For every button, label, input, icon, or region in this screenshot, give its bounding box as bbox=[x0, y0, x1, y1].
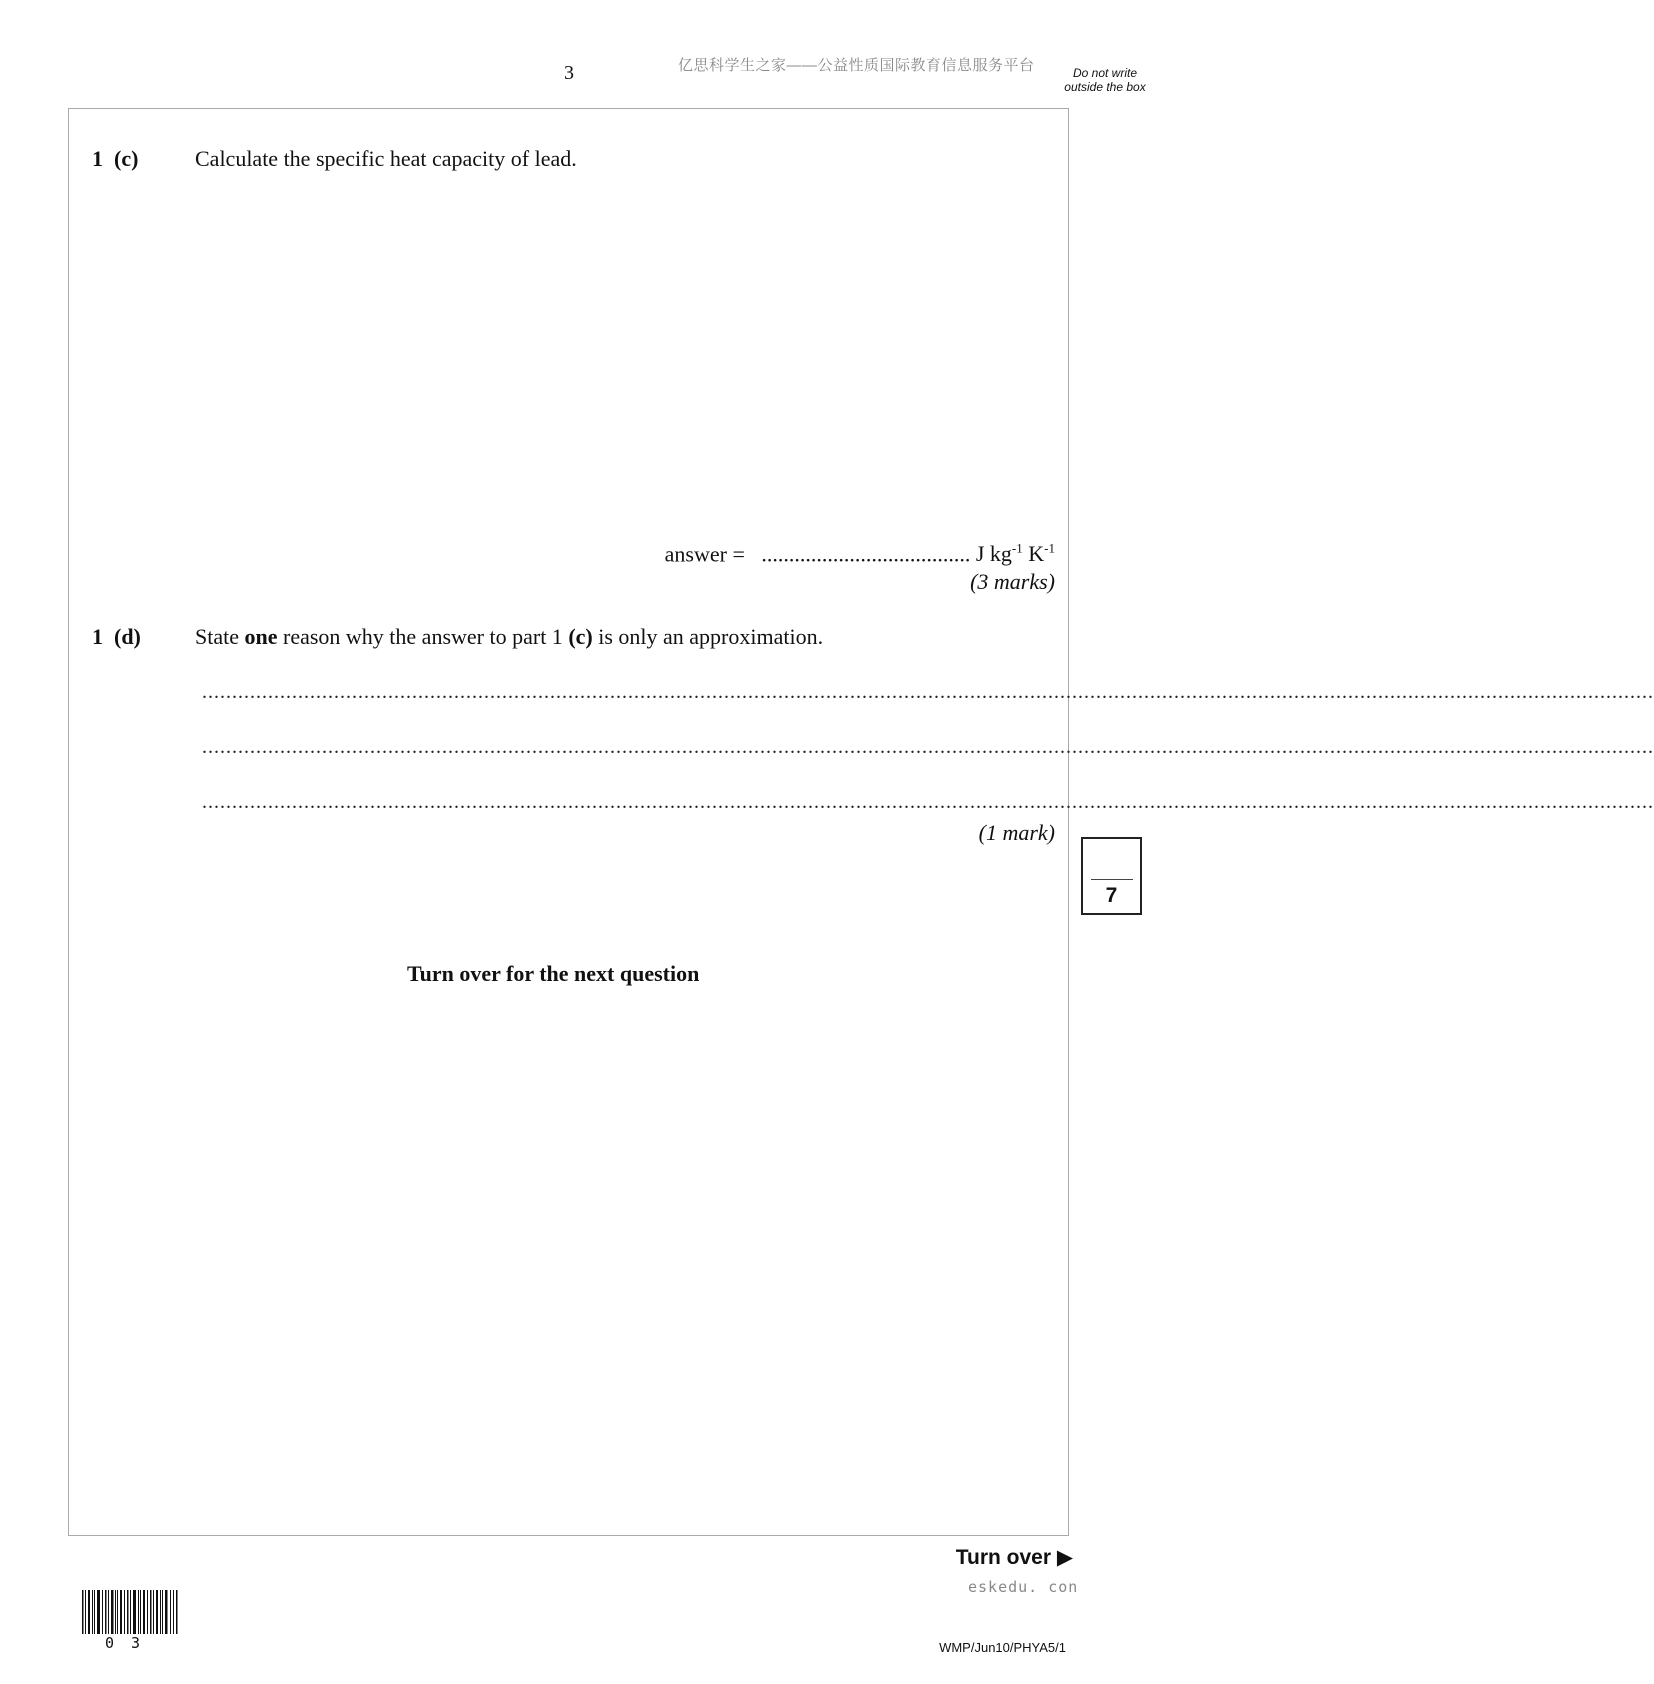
marks-1c: (3 marks) bbox=[970, 569, 1055, 594]
barcode bbox=[82, 1590, 178, 1634]
question-text-1d: State one reason why the answer to part 1 (c) is only an approximation. bbox=[195, 624, 824, 649]
margin-note: Do not write outside the box bbox=[1064, 66, 1146, 94]
score-divider bbox=[1091, 879, 1133, 880]
score-value: 7 bbox=[1105, 884, 1118, 907]
marks-1d: (1 mark) bbox=[978, 820, 1055, 845]
turn-over-label: Turn over ▶ bbox=[955, 1546, 1073, 1569]
answer-unit: J $kg^{-1}$ $K^{-1}$ bbox=[975, 541, 1055, 567]
question-number-1c: 1 (c) bbox=[92, 146, 139, 171]
answer-line-1d-2[interactable]: .................................................................................................................................................................................................................................................. bbox=[202, 736, 1654, 758]
barcode-digits: 0 3 bbox=[105, 1634, 145, 1652]
paper-code: WMP/Jun10/PHYA5/1 bbox=[939, 1640, 1066, 1655]
part-reference: (c) bbox=[568, 624, 593, 649]
turn-over-next-question: Turn over for the next question bbox=[407, 961, 700, 986]
page-number: 3 bbox=[564, 62, 574, 84]
answer-line-1d-1[interactable]: .................................................................................................................................................................................................................................................. bbox=[202, 681, 1654, 703]
question-number-1d: 1 (d) bbox=[92, 624, 141, 649]
question-text-1c: Calculate the specific heat capacity of lead. bbox=[195, 146, 577, 171]
answer-line-1d-3[interactable]: .................................................................................................................................................................................................................................................. bbox=[202, 791, 1654, 813]
answer-line-1c[interactable] bbox=[665, 541, 1055, 567]
answer-dots: ...................................... bbox=[761, 541, 971, 567]
answer-box bbox=[68, 108, 1654, 1536]
site-watermark: eskedu. con bbox=[968, 1578, 1079, 1596]
watermark-text: 亿思科学生之家——公益性质国际教育信息服务平台 bbox=[678, 57, 1035, 74]
emphasis-one: one bbox=[244, 624, 278, 649]
answer-label: answer = bbox=[664, 541, 745, 567]
